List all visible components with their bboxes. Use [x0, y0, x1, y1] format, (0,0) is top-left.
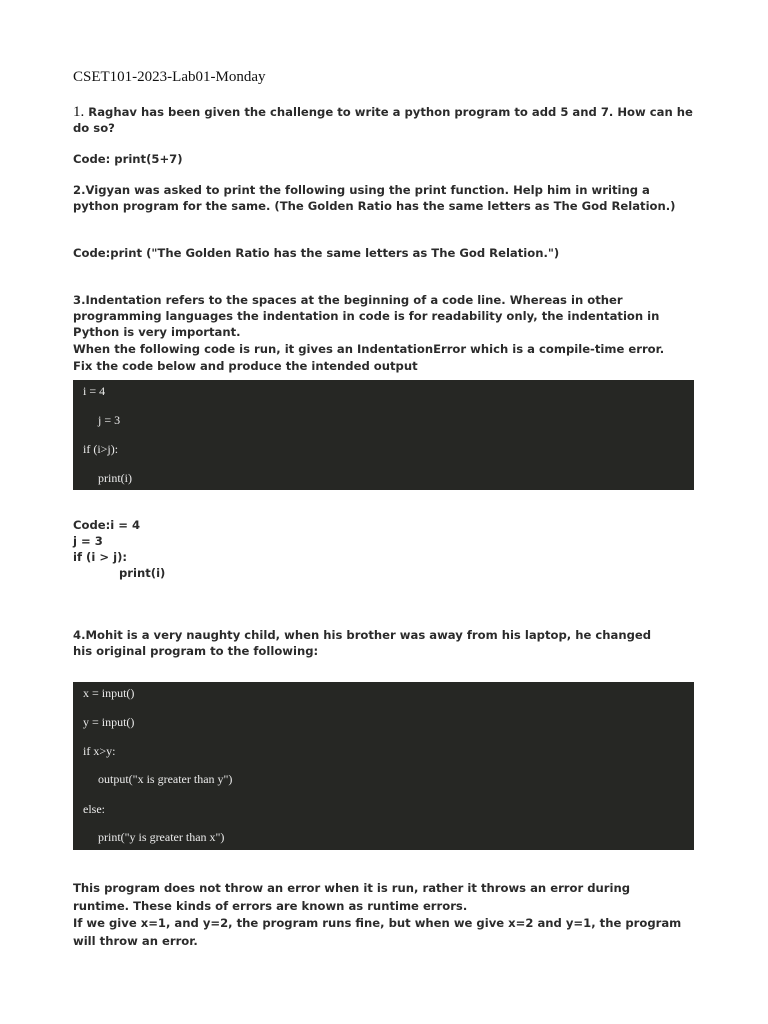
- question-2: 2.Vigyan was asked to print the following using the print function. Help him in writing a python program for the same. (The Golden Ratio has the same letters as The God Relation.): [73, 183, 676, 213]
- question-4-explanation: [73, 880, 695, 950]
- answer-3-line: Code:i = 4: [73, 518, 141, 532]
- code-line: if x>y:: [83, 744, 116, 758]
- explanation-line: will throw an error.: [73, 933, 198, 948]
- question-4: [73, 627, 695, 659]
- question-3-line: Python is very important.: [73, 325, 241, 339]
- question-3-code-block: [73, 380, 694, 490]
- question-4-code-block: [73, 682, 694, 850]
- question-4-line: his original program to the following:: [73, 644, 319, 658]
- code-line: print("y is greater than x"): [98, 830, 225, 844]
- question-3: [73, 292, 695, 374]
- code-line: if (i>j):: [83, 442, 119, 456]
- document-title: CSET101-2023-Lab01-Monday: [73, 69, 266, 85]
- question-1-text: Raghav has been given the challenge to write a python program to add 5 and 7. How can he do so?: [73, 105, 693, 135]
- explanation-line: runtime. These kinds of errors are known as runtime errors.: [73, 898, 468, 913]
- answer-3-line: print(i): [119, 566, 166, 580]
- question-1: [73, 104, 695, 136]
- answer-3-line: if (i > j):: [73, 550, 128, 564]
- question-4-line: 4.Mohit is a very naughty child, when his brother was away from his laptop, he changed: [73, 628, 652, 642]
- answer-2-code: Code:print ("The Golden Ratio has the same letters as The God Relation."): [73, 246, 560, 260]
- question-1-number: 1.: [73, 104, 85, 120]
- explanation-line: This program does not throw an error when it is run, rather it throws an error during: [73, 881, 631, 895]
- code-line: y = input(): [83, 715, 135, 729]
- question-3-line: When the following code is run, it gives an IndentationError which is a compile-time error.: [73, 342, 665, 356]
- code-line: j = 3: [98, 413, 121, 427]
- code-line: x = input(): [83, 686, 135, 700]
- code-line: else:: [83, 802, 105, 816]
- code-line: output("x is greater than y"): [98, 772, 233, 786]
- question-3-line: Fix the code below and produce the intended output: [73, 359, 418, 373]
- code-line: print(i): [98, 471, 132, 485]
- answer-1-code: Code: print(5+7): [73, 152, 183, 166]
- explanation-line: If we give x=1, and y=2, the program runs fine, but when we give x=2 and y=1, the program: [73, 916, 682, 930]
- question-3-line: programming languages the indentation in code is for readability only, the indentation in: [73, 309, 660, 323]
- answer-3-line: j = 3: [73, 534, 103, 548]
- code-line: i = 4: [83, 384, 106, 398]
- question-3-line: 3.Indentation refers to the spaces at the beginning of a code line. Whereas in other: [73, 293, 623, 307]
- answer-3-code: [73, 517, 695, 581]
